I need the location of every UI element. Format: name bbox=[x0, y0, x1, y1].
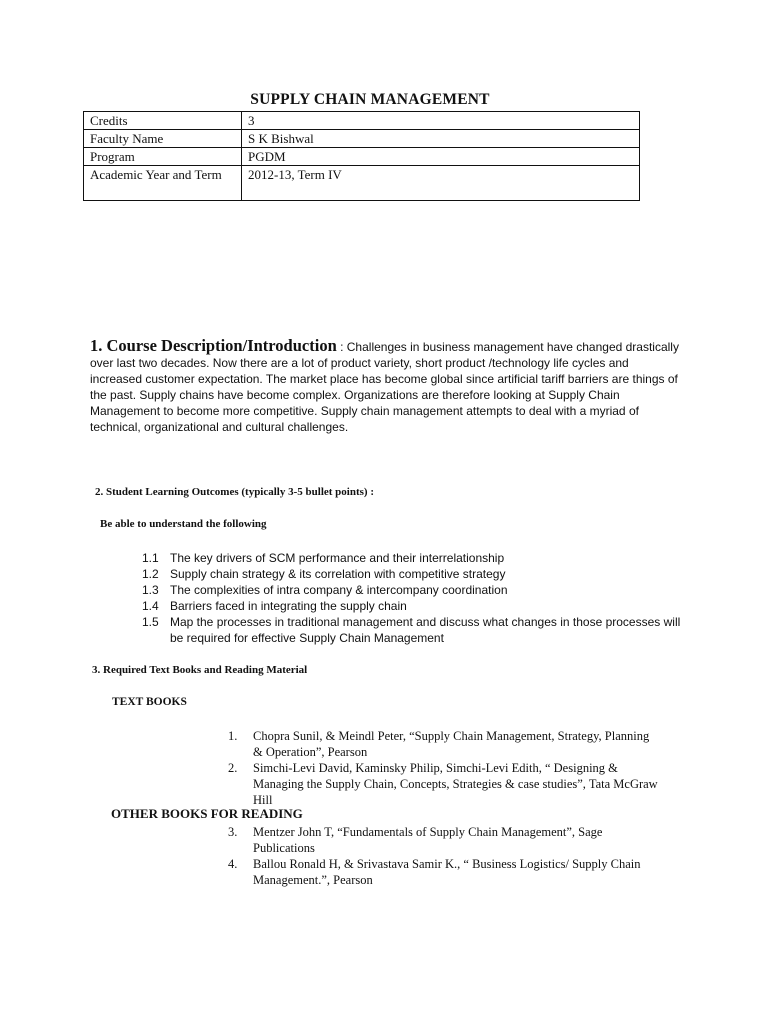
list-item bbox=[228, 728, 658, 760]
item-text: Barriers faced in integrating the supply chain bbox=[170, 599, 407, 613]
item-number: 1.5 bbox=[142, 615, 159, 629]
item-number: 1.4 bbox=[142, 599, 159, 613]
text-books-label: TEXT BOOKS bbox=[112, 696, 187, 708]
row-label: Credits bbox=[84, 112, 242, 130]
list-item bbox=[228, 856, 658, 888]
item-number: 1.3 bbox=[142, 583, 159, 597]
list-item bbox=[142, 614, 682, 646]
item-number: 1.2 bbox=[142, 567, 159, 581]
item-number: 1.1 bbox=[142, 551, 159, 565]
item-number: 4. bbox=[228, 857, 238, 871]
table-row bbox=[84, 166, 640, 201]
section-heading: 1. Course Description/Introduction bbox=[90, 336, 337, 355]
item-number: 3. bbox=[228, 825, 238, 839]
outcomes-list bbox=[142, 550, 682, 646]
table-row bbox=[84, 130, 640, 148]
item-text: Chopra Sunil, & Meindl Peter, “Supply Chain Management, Strategy, Planning & Operation”, Pearson bbox=[253, 729, 650, 759]
list-item bbox=[228, 760, 658, 808]
list-item bbox=[142, 598, 682, 614]
list-item bbox=[142, 566, 682, 582]
row-value: S K Bishwal bbox=[242, 130, 640, 148]
list-item bbox=[228, 824, 658, 856]
row-value: PGDM bbox=[242, 148, 640, 166]
item-text: Simchi-Levi David, Kaminsky Philip, Simchi-Levi Edith, “ Designing & Managing the Supply Chain, Concepts, Strategies & case studies”, Tata McGraw Hill bbox=[253, 761, 658, 807]
item-number: 1. bbox=[228, 729, 238, 743]
item-number: 2. bbox=[228, 761, 238, 775]
course-info-table bbox=[83, 111, 640, 201]
row-value: 3 bbox=[242, 112, 640, 130]
list-item bbox=[142, 582, 682, 598]
row-value: 2012-13, Term IV bbox=[242, 166, 640, 201]
item-text: Ballou Ronald H, & Srivastava Samir K., “ Business Logistics/ Supply Chain Management.”, Pearson bbox=[253, 857, 641, 887]
item-text: The complexities of intra company & intercompany coordination bbox=[170, 583, 508, 597]
item-text: The key drivers of SCM performance and their interrelationship bbox=[170, 551, 505, 565]
section-heading: 3. Required Text Books and Reading Material bbox=[92, 664, 308, 676]
item-text: Supply chain strategy & its correlation with competitive strategy bbox=[170, 567, 506, 581]
item-text: Mentzer John T, “Fundamentals of Supply Chain Management”, Sage Publications bbox=[253, 825, 603, 855]
table-row bbox=[84, 148, 640, 166]
row-label: Academic Year and Term bbox=[84, 166, 242, 201]
row-label: Faculty Name bbox=[84, 130, 242, 148]
section-heading: 2. Student Learning Outcomes (typically 3-5 bullet points) : bbox=[95, 486, 374, 498]
page-title: SUPPLY CHAIN MANAGEMENT bbox=[250, 91, 490, 108]
course-description bbox=[90, 338, 680, 435]
section-body: Challenges in business management have changed drastically over last two decades. Now there are a lot of product variety, short product /technology life cycles and increased customer expectation. The market place has become global since artificial tariff barriers are things of the past. Supply chains have become complex. Organizations are therefore looking at Supply Chain Management to become more competitive. Supply chain management attempts to deal with a myriad of technical, organizational and cultural challenges. bbox=[90, 340, 679, 434]
other-books-label: OTHER BOOKS FOR READING bbox=[111, 806, 303, 821]
heading-separator: : bbox=[336, 340, 347, 354]
row-label: Program bbox=[84, 148, 242, 166]
item-text: Map the processes in traditional management and discuss what changes in those processes will be required for effective Supply Chain Management bbox=[170, 615, 681, 645]
list-item bbox=[142, 550, 682, 566]
table-row bbox=[84, 112, 640, 130]
outcomes-intro: Be able to understand the following bbox=[100, 518, 267, 530]
